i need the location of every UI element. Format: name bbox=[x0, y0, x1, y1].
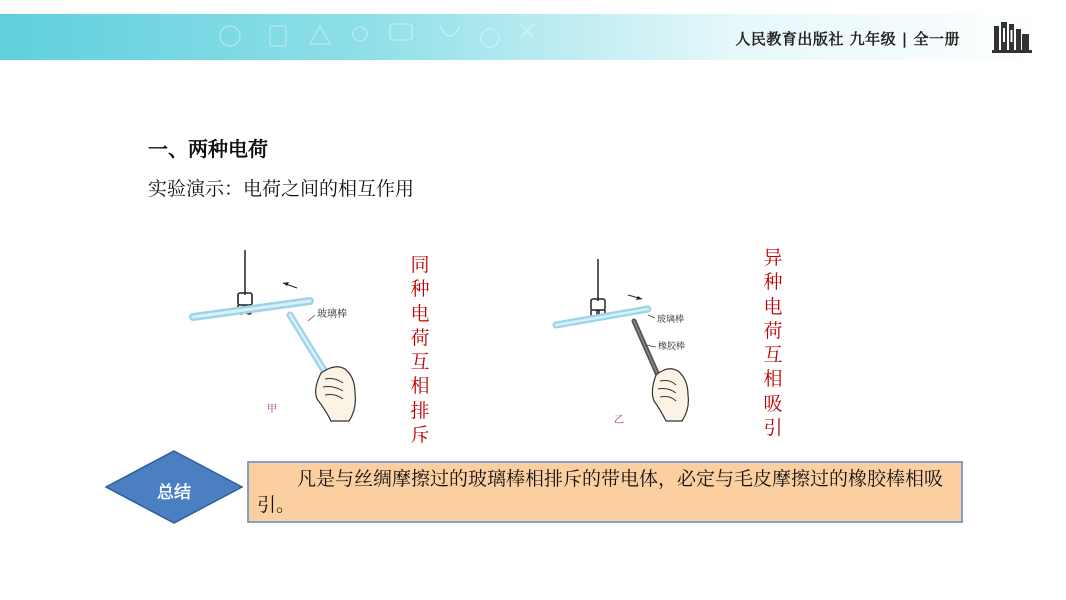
note-different-charges-attract: 异 种 电 荷 互 相 吸 引 bbox=[763, 247, 783, 440]
figure-glass-rubber bbox=[548, 255, 718, 430]
decorative-pattern bbox=[200, 14, 580, 60]
summary-label: 总结 bbox=[157, 483, 191, 503]
figure-glass-glass bbox=[185, 245, 375, 430]
books-icon bbox=[992, 20, 1032, 54]
rod-label-glass: 玻璃棒 bbox=[317, 309, 347, 320]
figure-caption-right: 乙 bbox=[614, 415, 624, 426]
section-title: 一、两种电荷 bbox=[148, 137, 268, 161]
figure-caption-left: 甲 bbox=[267, 404, 277, 415]
publisher-text: 人民教育出版社 九年级 | 全一册 bbox=[735, 30, 960, 48]
rod-label-glass-2: 玻璃棒 bbox=[657, 315, 685, 325]
summary-text-box: 凡是与丝绸摩擦过的玻璃棒相排斥的带电体，必定与毛皮摩擦过的橡胶棒相吸引。 bbox=[247, 461, 963, 523]
rod-label-rubber: 橡胶棒 bbox=[658, 342, 686, 352]
header-banner bbox=[0, 14, 1052, 60]
note-same-charges-repel: 同 种 电 荷 互 相 排 斥 bbox=[410, 254, 430, 447]
experiment-subtitle: 实验演示：电荷之间的相互作用 bbox=[148, 178, 415, 200]
